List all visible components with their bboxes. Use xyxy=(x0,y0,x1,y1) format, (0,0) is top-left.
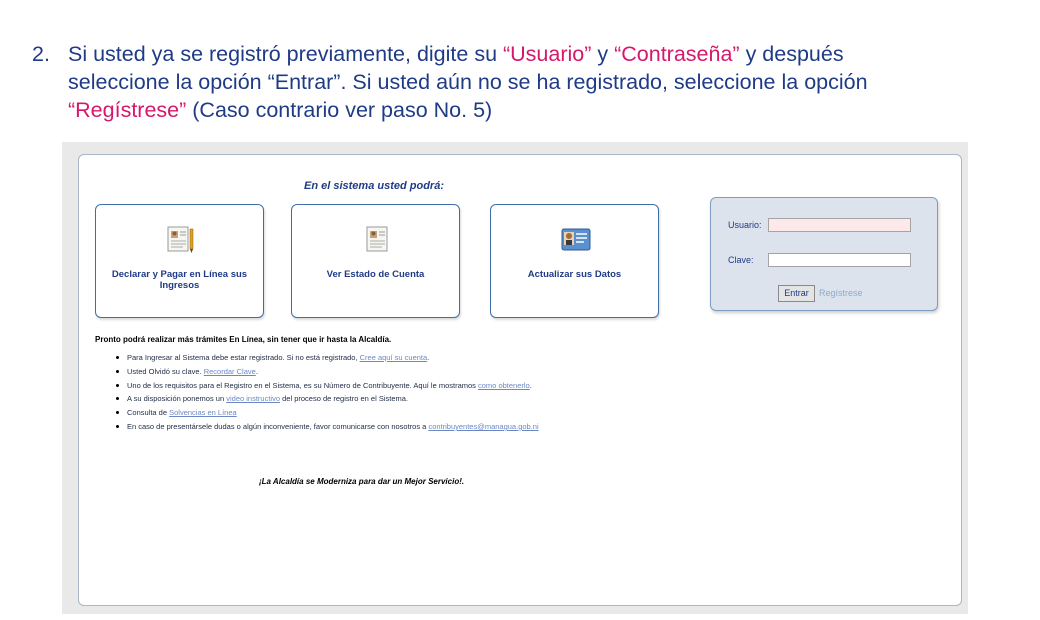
enter-button[interactable]: Entrar xyxy=(778,285,815,302)
user-label: Usuario: xyxy=(728,220,762,230)
instruction-text-part: y después xyxy=(739,42,844,66)
list-item xyxy=(109,406,539,420)
list-item-text: . xyxy=(255,366,258,376)
list-item xyxy=(109,365,539,379)
register-link[interactable]: Regístrese xyxy=(819,288,863,298)
instruction-line-3 xyxy=(68,96,492,124)
portal-screenshot xyxy=(62,142,968,614)
how-to-obtain-link[interactable]: como obtenerlo xyxy=(478,380,530,390)
instruction-line-1 xyxy=(68,40,844,68)
list-item-text: A su disposición ponemos un xyxy=(127,394,227,404)
instruction-text-part: (Caso contrario ver paso No. 5) xyxy=(186,98,493,122)
list-item xyxy=(109,379,539,393)
list-item-text: Uno de los requisitos para el Registro en el Sistema, es su Número de Contribuyente. Aquí le mostramos xyxy=(127,380,479,390)
step-number: 2. xyxy=(32,42,50,66)
list-item-text: En caso de presentársele dudas o algún inconveniente, favor comunicarse con nosotros a xyxy=(127,421,429,431)
declare-pay-card[interactable] xyxy=(95,204,264,318)
video-tutorial-link[interactable]: video instructivo xyxy=(226,394,281,404)
id-card-icon xyxy=(560,223,592,255)
password-label: Clave: xyxy=(728,255,754,265)
usuario-highlight: “Usuario” xyxy=(503,42,592,66)
instruction-text-part: y xyxy=(591,42,615,66)
list-item-text: Para Ingresar al Sistema debe estar registrado. Si no está registrado, xyxy=(127,353,360,362)
declare-pay-label: Declarar y Pagar en Línea sus Ingresos xyxy=(111,269,248,291)
portal-frame xyxy=(78,154,962,606)
list-item xyxy=(109,351,539,365)
instruction-text-part: Si usted ya se registró previamente, digite su xyxy=(68,42,503,66)
list-item xyxy=(109,420,539,434)
user-input[interactable] xyxy=(768,218,911,232)
contrasena-highlight: “Contraseña” xyxy=(614,42,740,66)
registrese-highlight: “Regístrese” xyxy=(68,98,187,122)
list-item-text: . xyxy=(529,380,532,390)
document-pencil-icon xyxy=(165,223,197,255)
instruction-line-2: seleccione la opción “Entrar”. Si usted aún no se ha registrado, seleccione la opción xyxy=(68,70,868,94)
info-list xyxy=(109,351,539,434)
account-status-card[interactable] xyxy=(291,204,460,318)
list-item xyxy=(109,392,539,406)
account-status-label: Ver Estado de Cuenta xyxy=(326,269,425,280)
update-data-card[interactable] xyxy=(490,204,659,318)
notice-text: Pronto podrá realizar más trámites En Línea, sin tener que ir hasta la Alcaldía. xyxy=(95,335,392,344)
list-item-text: del proceso de registro en el Sistema. xyxy=(280,394,408,404)
document-icon xyxy=(361,223,393,255)
recover-password-link[interactable]: Recordar Clave xyxy=(203,366,256,376)
update-data-label: Actualizar sus Datos xyxy=(527,269,622,280)
login-panel xyxy=(710,197,938,311)
system-title: En el sistema usted podrá: xyxy=(304,180,444,192)
password-input[interactable] xyxy=(768,253,911,267)
slogan-text: ¡La Alcaldía se Moderniza para dar un Mejor Servicio!. xyxy=(259,477,465,486)
contact-email-link[interactable]: contribuyentes@managua.gob.ni xyxy=(428,421,539,431)
list-item-text: . xyxy=(427,353,430,362)
list-item-text: Consulta de xyxy=(127,408,170,418)
solvencias-link[interactable]: Solvencias en Línea xyxy=(169,408,237,418)
create-account-link[interactable]: Cree aquí su cuenta xyxy=(359,353,428,362)
list-item-text: Usted Olvidó su clave. xyxy=(127,366,204,376)
